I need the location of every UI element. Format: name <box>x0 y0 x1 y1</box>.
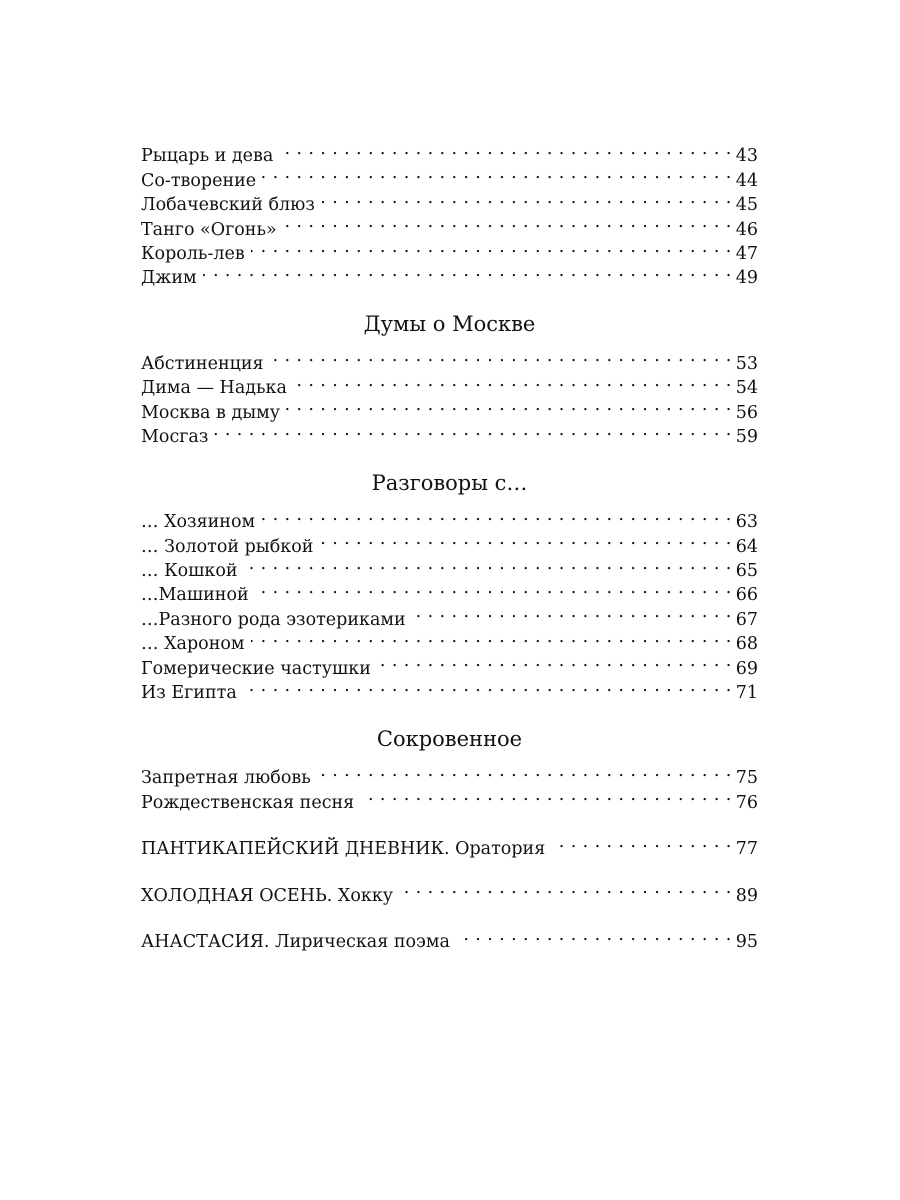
entry-title: Из Египта <box>141 683 237 704</box>
dot-leader <box>251 625 732 649</box>
entry-title: Абстиненция <box>141 353 264 374</box>
entry-page-number: 66 <box>735 585 758 606</box>
dot-leader <box>214 418 731 442</box>
entry-title: Джим <box>141 268 197 289</box>
entry-page-number: 67 <box>735 609 758 630</box>
entry-title: …Машиной <box>141 585 249 606</box>
entry-title: Рождественская песня <box>141 792 355 813</box>
toc-entry[interactable] <box>141 759 758 789</box>
entry-page-number: 54 <box>735 378 758 399</box>
entry-page-number: 53 <box>735 353 758 374</box>
entry-title: Лобачевский блюз <box>141 195 315 216</box>
dot-leader <box>243 674 732 698</box>
toc-entry[interactable] <box>141 418 758 447</box>
entry-title: … Золотой рыбкой <box>141 536 314 557</box>
dot-leader <box>399 876 732 900</box>
dot-leader <box>286 393 732 417</box>
entry-page-number: 63 <box>735 512 758 533</box>
table-of-contents <box>141 137 758 952</box>
entry-title: … Хароном <box>141 634 245 655</box>
entry-title: Мосгаз <box>141 426 209 447</box>
entry-title: Король-лев <box>141 243 245 264</box>
entry-page-number: 46 <box>735 219 758 240</box>
toc-entry[interactable] <box>141 344 758 374</box>
entry-page-number: 75 <box>735 768 758 789</box>
toc-entry[interactable] <box>141 137 758 167</box>
dot-leader <box>279 137 731 161</box>
entry-title: АНАСТАСИЯ. Лирическая поэма <box>141 931 450 952</box>
entry-title: Со-творение <box>141 170 257 191</box>
section-heading: Думы о Москве <box>363 312 536 337</box>
entry-title: Рыцарь и дева <box>141 146 274 167</box>
toc-entry[interactable] <box>141 830 758 860</box>
dot-leader <box>456 923 732 947</box>
dot-leader <box>377 649 732 673</box>
dot-leader <box>203 259 732 283</box>
toc-entry[interactable] <box>141 923 758 952</box>
entry-page-number: 59 <box>735 426 758 447</box>
entry-title: …Разного рода эзотериками <box>141 609 406 630</box>
entry-title: … Кошкой <box>141 561 238 582</box>
entry-page-number: 71 <box>735 683 758 704</box>
entry-title: Гомерические частушки <box>141 658 371 679</box>
entry-title: Москва в дыму <box>141 402 281 423</box>
entry-page-number: 68 <box>735 634 758 655</box>
entry-title: Танго «Огонь» <box>141 219 277 240</box>
dot-leader <box>261 503 732 527</box>
entry-title: Запретная любовь <box>141 768 311 789</box>
entry-page-number: 45 <box>735 195 758 216</box>
entry-page-number: 65 <box>735 561 758 582</box>
entry-page-number: 95 <box>735 931 758 952</box>
dot-leader <box>360 783 732 807</box>
entry-page-number: 49 <box>735 268 758 289</box>
entry-page-number: 56 <box>735 402 758 423</box>
entry-page-number: 76 <box>735 792 758 813</box>
dot-leader <box>412 600 732 624</box>
entry-page-number: 47 <box>735 243 758 264</box>
dot-leader <box>551 830 731 854</box>
entry-title: … Хозяином <box>141 512 256 533</box>
entry-title: Дима — Надька <box>141 378 287 399</box>
section-spacer <box>141 442 758 468</box>
section-spacer <box>141 283 758 309</box>
dot-leader <box>251 235 732 259</box>
dot-leader <box>244 552 732 576</box>
dot-leader <box>321 186 732 210</box>
dot-leader <box>319 527 731 551</box>
entry-page-number: 64 <box>735 536 758 557</box>
section-heading: Сокровенное <box>376 727 523 752</box>
toc-entry[interactable] <box>141 503 758 533</box>
dot-leader <box>293 369 732 393</box>
entry-page-number: 77 <box>735 839 758 860</box>
entry-title: ПАНТИКАПЕЙСКИЙ ДНЕВНИК. Оратория <box>141 839 546 860</box>
dot-leader <box>283 210 732 234</box>
section-heading: Разговоры с… <box>371 470 528 495</box>
toc-entry[interactable] <box>141 876 758 906</box>
entry-page-number: 89 <box>735 885 758 906</box>
entry-page-number: 69 <box>735 658 758 679</box>
dot-leader <box>317 759 732 783</box>
dot-leader <box>255 576 732 600</box>
dot-leader <box>262 161 732 185</box>
toc-entry[interactable] <box>141 259 758 289</box>
dot-leader <box>270 344 732 368</box>
entry-title: ХОЛОДНАЯ ОСЕНЬ. Хокку <box>141 885 394 906</box>
entry-page-number: 44 <box>735 170 758 191</box>
entry-page-number: 43 <box>735 146 758 167</box>
